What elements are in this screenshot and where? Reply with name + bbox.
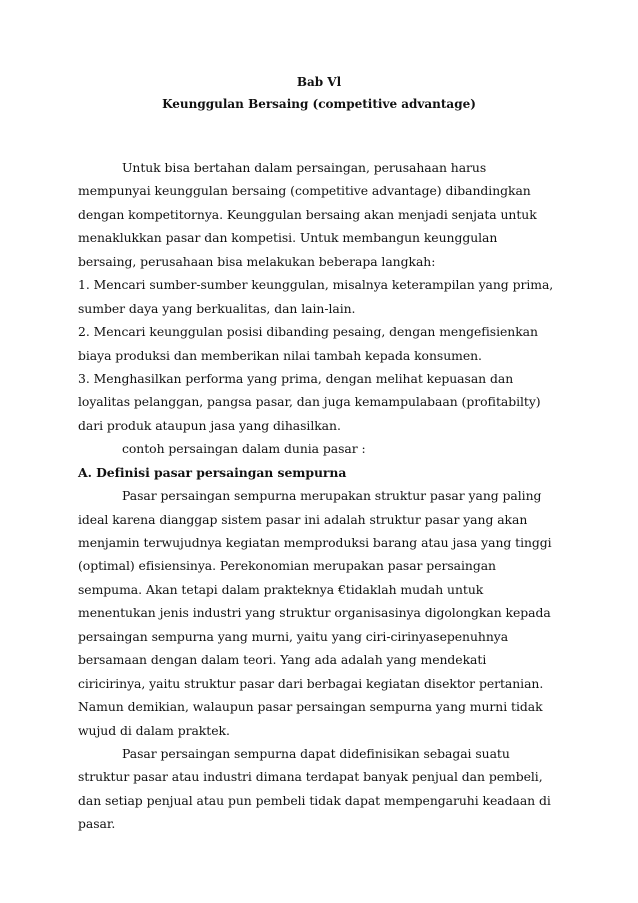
section-heading: A. Definisi pasar persaingan sempurna xyxy=(78,464,347,480)
chapter-title: Keunggulan Bersaing (competitive advantage) xyxy=(162,97,476,111)
text-line: biaya produksi dan memberikan nilai tambah kepada konsumen. xyxy=(78,347,482,363)
chapter-label: Bab Vl xyxy=(296,75,342,89)
text-line: bersaing, perusahaan bisa melakukan beberapa langkah: xyxy=(78,253,436,269)
text-line: struktur pasar atau industri dimana terdapat banyak penjual dan pembeli, xyxy=(78,769,543,785)
text-line: 3. Menghasilkan performa yang prima, dengan melihat kepuasan dan xyxy=(78,370,514,386)
text-line: pasar. xyxy=(78,816,116,832)
document-body xyxy=(78,156,568,836)
text-line: dari produk ataupun jasa yang dihasilkan. xyxy=(78,417,341,433)
text-line: (optimal) efisiensinya. Perekonomian merupakan pasar persaingan xyxy=(78,558,496,574)
text-line: sumber daya yang berkualitas, dan lain-lain. xyxy=(78,300,356,316)
text-line: mempunyai keunggulan bersaing (competitive advantage) dibandingkan xyxy=(78,183,531,199)
text-line: wujud di dalam praktek. xyxy=(78,722,230,738)
text-line: Pasar persaingan sempurna merupakan struktur pasar yang paling xyxy=(122,488,542,504)
text-line: Namun demikian, walaupun pasar persaingan sempurna yang murni tidak xyxy=(78,699,543,715)
text-line: dengan kompetitornya. Keunggulan bersaing akan menjadi senjata untuk xyxy=(78,206,537,222)
text-line: loyalitas pelanggan, pangsa pasar, dan juga kemampulabaan (profitabilty) xyxy=(78,394,541,410)
text-line: ciricirinya, yaitu struktur pasar dari berbagai kegiatan disektor pertanian. xyxy=(78,675,544,691)
text-line: menentukan jenis industri yang struktur organisasinya digolongkan kepada xyxy=(78,605,551,621)
text-line: 1. Mencari sumber-sumber keunggulan, misalnya keterampilan yang prima, xyxy=(78,277,554,293)
text-line: sempuma. Akan tetapi dalam prakteknya €tidaklah mudah untuk xyxy=(78,581,484,597)
text-line: Untuk bisa bertahan dalam persaingan, perusahaan harus xyxy=(122,160,487,175)
text-line: menaklukkan pasar dan kompetisi. Untuk membangun keunggulan xyxy=(78,230,498,246)
text-line: 2. Mencari keunggulan posisi dibanding pesaing, dengan mengefisienkan xyxy=(78,324,538,340)
text-line: dan setiap penjual atau pun pembeli tidak dapat mempengaruhi keadaan di xyxy=(78,792,551,808)
text-line: ideal karena dianggap sistem pasar ini adalah struktur pasar yang akan xyxy=(78,511,528,527)
text-line: bersamaan dengan dalam teori. Yang ada adalah yang mendekati xyxy=(78,652,487,668)
text-line: persaingan sempurna yang murni, yaitu yang ciri-cirinyasepenuhnya xyxy=(78,628,509,644)
text-line: menjamin terwujudnya kegiatan memproduksi barang atau jasa yang tinggi xyxy=(78,535,552,550)
text-line: Pasar persaingan sempurna dapat didefinisikan sebagai suatu xyxy=(122,745,510,761)
text-line: contoh persaingan dalam dunia pasar : xyxy=(122,441,366,457)
